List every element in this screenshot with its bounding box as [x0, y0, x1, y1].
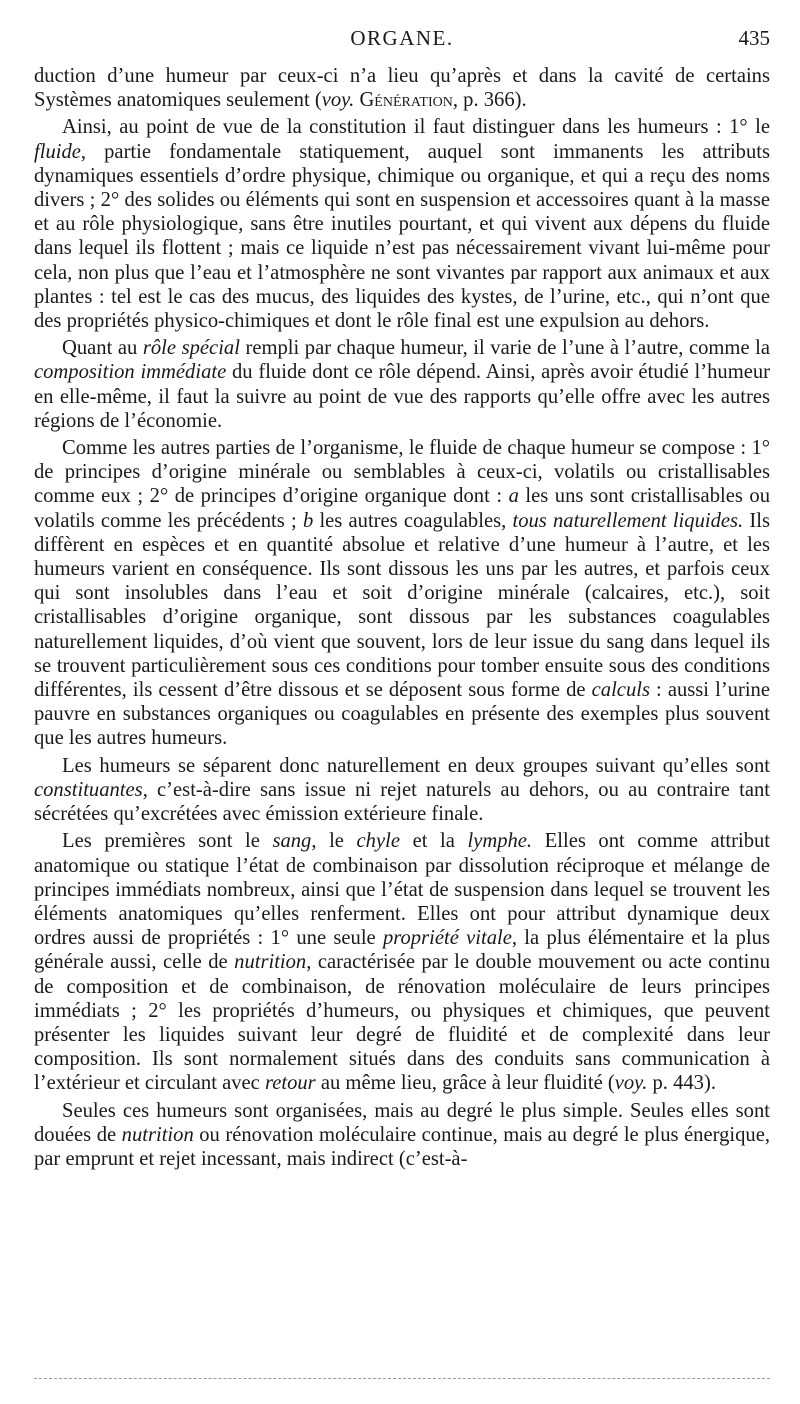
page-header	[34, 26, 770, 56]
paragraph: Comme les autres parties de l’organisme, le fluide de chaque humeur se compose : 1° de principes d’origine minérale ou semblables à ceux-ci, volatils ou cristallisables comme eux ; 2° de principes d’origine organique dont : a les uns sont cristallisables ou volatils comme les précédents ; b les autres coagulables, tous naturellement liquides. Ils diffèrent en espèces et en quantité absolue et relative d’une humeur à l’autre, et les humeurs varient en conséquence. Ils sont dissous les uns par les autres, et parfois ceux qui sont insolubles dans l’eau et soit d’origine minérale (calcaires, etc.), soit cristallisables d’origine organique, sont dissous par les substances coagulables naturellement liquides, d’où vient que souvent, lors de leur issue du sang dans lequel ils se trouvent particulièrement sous ces conditions pour tomber ensuite sous des conditions différentes, ils cessent d’être dissous et se déposent sous forme de calculs : aussi l’urine pauvre en substances organiques ou coagulables en présente des exemples plus souvent que les autres humeurs.	[34, 437, 771, 750]
paragraph: Les premières sont le sang, le chyle et la lymphe. Elles ont comme attribut anatomique ou statique l’état de combinaison par dissolution réciproque et mélange de principes immédiats nombreux, ainsi que l’état de suspension dans lequel se trouvent les éléments anatomiques qu’elles renferment. Elles ont pour attribut dynamique deux ordres aussi de propriétés : 1° une seule propriété vitale, la plus élémentaire et la plus générale aussi, celle de nutrition, caractérisée par le double mouvement ou acte continu de composition et de combinaison, de rénovation moléculaire de leurs principes immédiats ; 2° les propriétés d’humeurs, ou physiques et chimiques, que peuvent présenter les liquides suivant leur degré de fluidité et de complexité dans leur composition. Ils sont normalement situés dans des conduits sans communication à l’extérieur et circulant avec retour au même lieu, grâce à leur fluidité (voy. p. 443).	[34, 830, 771, 1095]
paragraph: Quant au rôle spécial rempli par chaque humeur, il varie de l’une à l’autre, comme la composition immédiate du fluide dont ce rôle dépend. Ainsi, après avoir étudié l’humeur en elle-même, il faut la suivre au point de vue des rapports qu’elle offre avec les autres régions de l’économie.	[34, 337, 771, 432]
paragraph: Seules ces humeurs sont organisées, mais au degré le plus simple. Seules elles sont douées de nutrition ou rénovation moléculaire continue, mais au degré le plus énergique, par emprunt et rejet incessant, mais indirect (c’est-à-	[34, 1099, 771, 1170]
paragraph: Ainsi, au point de vue de la constitution il faut distinguer dans les humeurs : 1° le fluide, partie fondamentale statiquement, auquel sont immanents les attributs dynamiques essentiels d’ordre physique, chimique ou organique, et qui a reçu des noms divers ; 2° des solides ou éléments qui sont en suspension et accessoires quant à la masse et au rôle physiologique, sans être inutiles pourtant, et qui vivent aux dépens du fluide dans lequel ils flottent ; mais ce liquide n’est pas nécessairement vivant lui-même pour cela, non plus que l’eau et l’atmosphère ne sont vivantes par rapport aux animaux et aux plantes : tel est le cas des mucus, des liquides des kystes, de l’urine, etc., qui n’ont que des propriétés physico-chimiques et dont le rôle final est une expulsion au dehors.	[34, 116, 770, 333]
paragraph: duction d’une humeur par ceux-ci n’a lieu qu’après et dans la cavité de certains Systèmes anatomiques seulement (voy. Génération, p. 366).	[34, 65, 770, 112]
page-number: 435	[738, 26, 770, 50]
footer-rule	[34, 1378, 770, 1379]
body-text	[34, 64, 770, 1174]
paragraph: Les humeurs se séparent donc naturellement en deux groupes suivant qu’elles sont constituantes, c’est-à-dire sans issue ni rejet naturels au dehors, ou au contraire tant sécrétées qu’excrétées avec émission extérieure finale.	[34, 754, 770, 826]
running-title: ORGANE.	[350, 26, 454, 50]
